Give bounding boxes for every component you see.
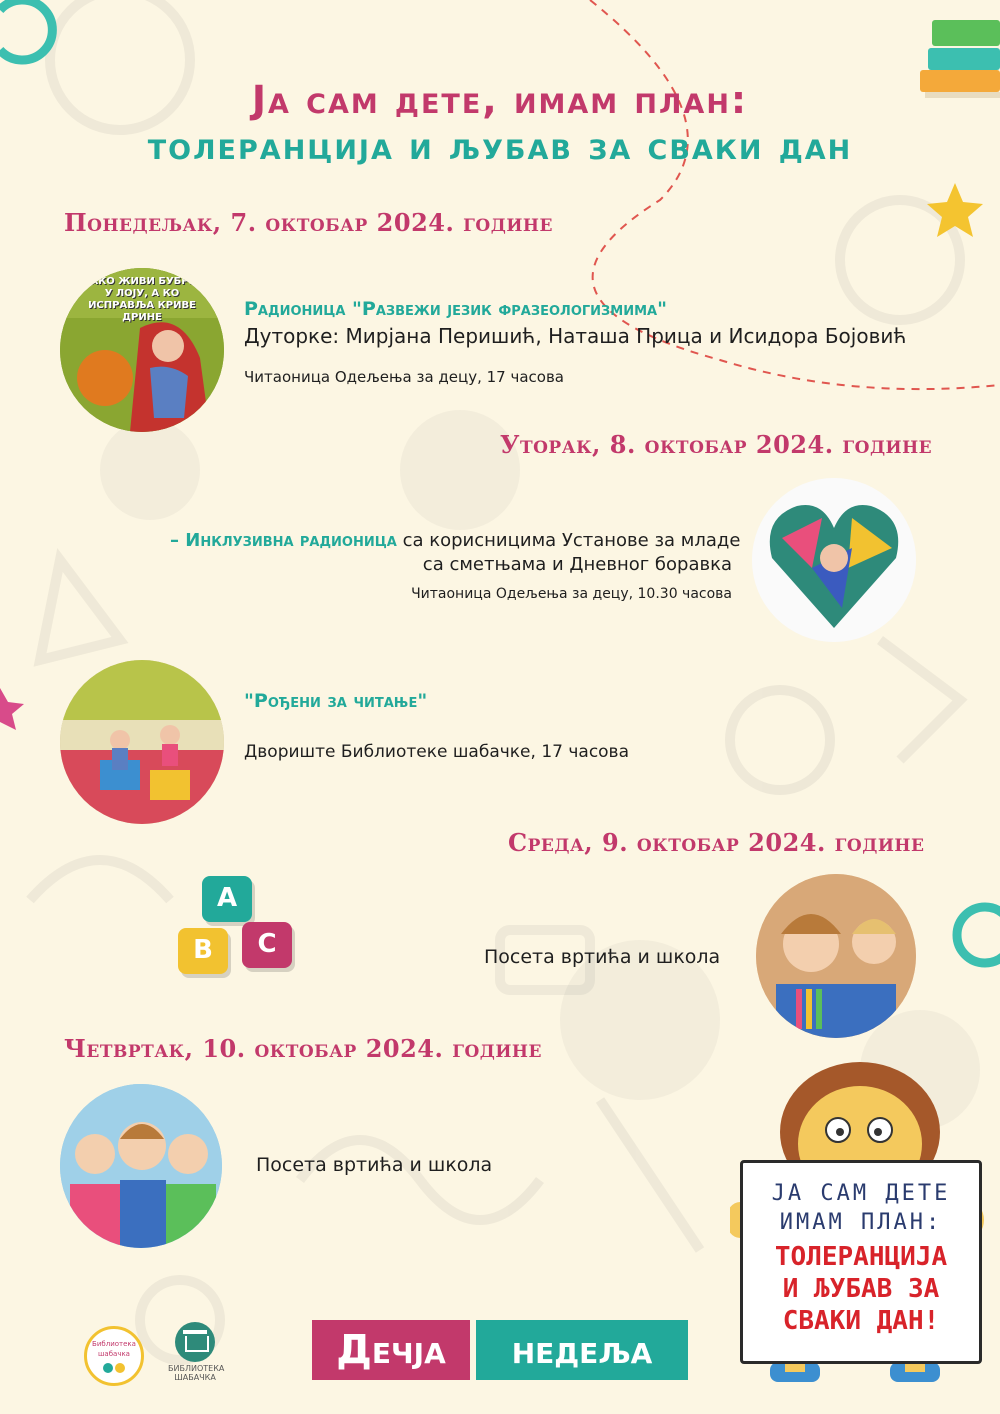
tuesday-inclusive-title: – Инклузивна радионица <box>170 530 397 551</box>
sign-line3: ТОЛЕРАНЦИЈА <box>774 1242 948 1272</box>
children-photo <box>60 1084 222 1248</box>
kids-library-logo <box>84 1326 144 1386</box>
monday-workshop-authors: Дуторке: Мирјана Перишић, Наташа Прица и Исидора Бојовић <box>244 324 907 348</box>
smiling-girls-photo <box>756 874 916 1038</box>
monday-workshop-title: Радионица "Развежи језик фразеологизмима" <box>244 298 667 320</box>
day-heading-thursday: Четвртак, 10. октобар 2024. године <box>64 1034 542 1063</box>
book-cover-title: КАКО ЖИВИ БУБРЕГ У ЛОЈУ, А КО ИСПРАВЉА КРИВЕ ДРИНЕ <box>82 276 202 323</box>
sign-line1: ЈА САМ ДЕТЕ <box>771 1181 951 1206</box>
playroom-photo <box>60 660 224 824</box>
sign-line4: И ЉУБАВ ЗА <box>782 1274 940 1304</box>
owl-icon <box>87 1363 141 1376</box>
monday-workshop-place: Читаоница Одељења за децу, 17 часова <box>244 368 564 386</box>
letter-block-c: C <box>242 922 292 968</box>
tuesday-inclusive-place: Читаоница Одељења за децу, 10.30 часова <box>411 586 732 602</box>
sign-board <box>740 1160 982 1364</box>
book-cover-image <box>60 268 224 432</box>
tuesday-inclusive-line1 <box>170 530 740 551</box>
ring-decoration <box>0 0 52 60</box>
page-title-line1: Ја сам дете, имам план: <box>251 78 749 122</box>
page-title-line2: толеранција и љубав за сваки дан <box>147 124 853 168</box>
tuesday-inclusive-desc2: са сметњама и Дневног боравка <box>422 554 732 575</box>
letter-block-a: A <box>202 876 252 922</box>
letter-block-b: B <box>178 928 228 974</box>
sign-line2: ИМАМ ПЛАН: <box>779 1210 943 1235</box>
sign-line5: СВАКИ ДАН! <box>782 1306 940 1336</box>
born-to-read-title: "Рођени за читање" <box>244 690 428 712</box>
footer-word-week: недеља <box>476 1320 688 1380</box>
born-to-read-place: Двориште Библиотеке шабачке, 17 часова <box>244 742 629 762</box>
library-logo <box>168 1322 225 1382</box>
day-heading-tuesday: Уторак, 8. октобар 2024. године <box>500 430 933 459</box>
kids-library-logo-text: Библиотека шабачка <box>92 1340 136 1358</box>
wednesday-visit-text: Посета вртића и школа <box>484 946 721 968</box>
colorful-heart-image <box>752 478 916 642</box>
day-heading-wednesday: Среда, 9. октобар 2024. године <box>508 828 925 857</box>
library-logo-text: БИБЛИОТЕКА ШАБАЧКА <box>168 1364 225 1382</box>
day-heading-monday: Понедељак, 7. октобар 2024. године <box>64 208 553 237</box>
thursday-visit-text: Посета вртића и школа <box>256 1154 493 1176</box>
tuesday-inclusive-desc1: са корисницима Установе за младе <box>396 530 741 551</box>
footer-word-children: Дечја <box>312 1320 470 1380</box>
library-building-icon <box>175 1322 215 1362</box>
